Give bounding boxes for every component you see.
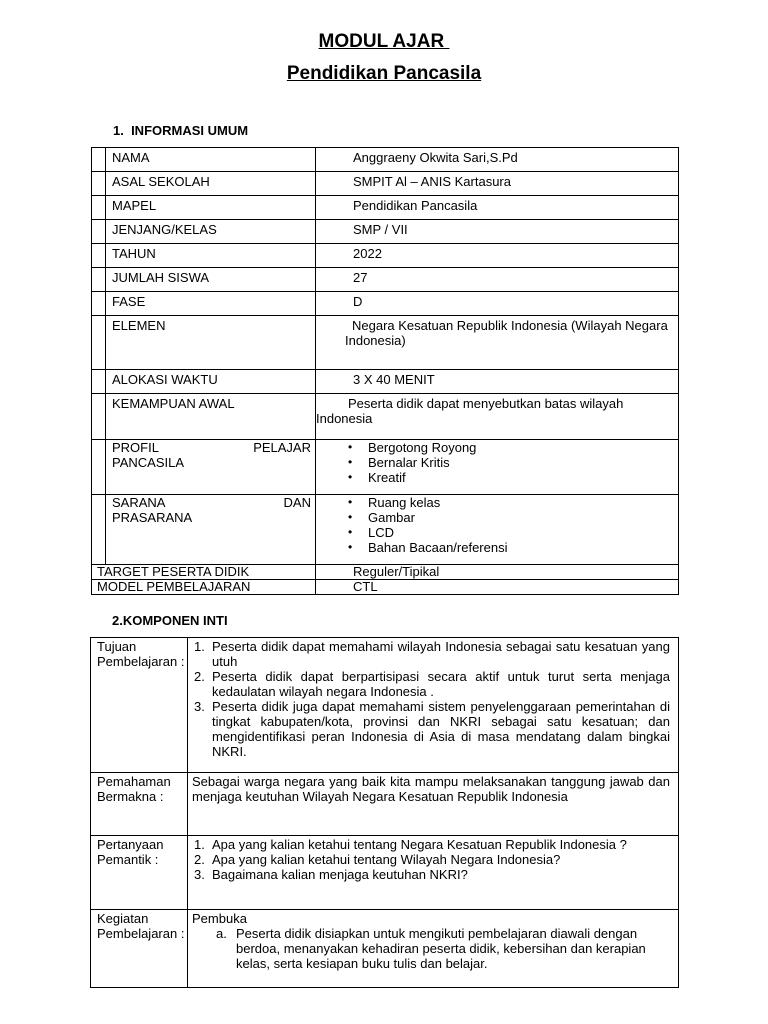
row-label-sarana-a: SARANA	[112, 495, 166, 510]
row-label-sarana-b: DAN	[283, 495, 311, 510]
row-label-target: TARGET PESERTA DIDIK	[92, 565, 316, 580]
row-label-kegiatan: Kegiatan Pembelajaran :	[91, 910, 188, 988]
row-value-model: CTL	[353, 579, 378, 594]
list-item: • Ruang kelas	[368, 495, 670, 510]
row-value-target: Reguler/Tipikal	[353, 564, 440, 579]
row-value-jenjang: SMP / VII	[353, 222, 408, 237]
section-heading-informasi-umum: 1. INFORMASI UMUM	[113, 123, 249, 138]
row-label-tahun: TAHUN	[106, 244, 316, 268]
row-value-nama: Anggraeny Okwita Sari,S.Pd	[353, 150, 518, 165]
table-row	[92, 172, 679, 196]
row-label-alokasi-waktu: ALOKASI WAKTU	[106, 370, 316, 394]
table-row	[92, 292, 679, 316]
list-item: • Kreatif	[368, 470, 670, 485]
row-value-tahun: 2022	[353, 246, 382, 261]
row-label-profil-a: PROFIL	[112, 440, 159, 455]
row-value-fase: D	[353, 294, 363, 309]
tujuan-list	[192, 639, 670, 759]
list-item: Bagaimana kalian menjaga keutuhan NKRI?	[212, 867, 468, 882]
list-item: • Bernalar Kritis	[368, 455, 670, 470]
table-row	[91, 910, 679, 988]
row-value-kemampuan-awal: Peserta didik dapat menyebutkan batas wilayah Indonesia	[316, 396, 624, 426]
table-row	[92, 440, 679, 495]
informasi-umum-table	[91, 147, 679, 595]
row-value-mapel: Pendidikan Pancasila	[353, 198, 478, 213]
row-label-profil-c: PANCASILA	[112, 455, 185, 470]
row-label-model: MODEL PEMBELAJARAN	[92, 580, 316, 595]
row-label-pertanyaan: Pertanyaan Pemantik :	[91, 836, 188, 910]
table-row	[91, 773, 679, 836]
table-row	[92, 196, 679, 220]
table-row	[91, 638, 679, 773]
row-label-pemahaman: Pemahaman Bermakna :	[91, 773, 188, 836]
table-row	[92, 580, 679, 595]
profil-pelajar-list	[324, 440, 670, 485]
row-label-asal-sekolah: ASAL SEKOLAH	[106, 172, 316, 196]
pertanyaan-list	[192, 837, 670, 882]
list-item: • Bergotong Royong	[368, 440, 670, 455]
row-value-elemen-line2: Indonesia)	[345, 333, 406, 348]
table-row	[92, 148, 679, 172]
list-item: Apa yang kalian ketahui tentang Negara Kesatuan Republik Indonesia ?	[212, 837, 627, 852]
sarana-prasarana-list	[324, 495, 670, 555]
row-label-jumlah-siswa: JUMLAH SISWA	[106, 268, 316, 292]
table-row	[92, 220, 679, 244]
row-label-elemen: ELEMEN	[106, 316, 316, 370]
document-subtitle: Pendidikan Pancasila	[286, 63, 482, 84]
document-title: MODUL AJAR	[318, 31, 450, 52]
row-label-nama: NAMA	[106, 148, 316, 172]
komponen-inti-table	[90, 637, 679, 988]
table-row	[91, 836, 679, 910]
row-label-profil-b: PELAJAR	[253, 440, 311, 455]
row-label-jenjang: JENJANG/KELAS	[106, 220, 316, 244]
row-label-kemampuan-awal: KEMAMPUAN AWAL	[106, 394, 316, 440]
list-item: Apa yang kalian ketahui tentang Wilayah Negara Indonesia?	[212, 852, 561, 867]
row-value-asal-sekolah: SMPIT Al – ANIS Kartasura	[353, 174, 511, 189]
list-item: Peserta didik juga dapat memahami sistem penyelenggaraan pemerintahan di tingkat kabupaten/kota, provinsi dan NKRI sebagai satu kesatuan; dan mengidentifikasi peran Indonesia di Asia di masa mendatang dalam bingkai NKRI.	[212, 699, 670, 759]
table-row	[92, 316, 679, 370]
kegiatan-pembuka-heading: Pembuka	[192, 911, 247, 926]
table-row	[92, 244, 679, 268]
table-row	[92, 370, 679, 394]
table-row	[92, 565, 679, 580]
row-value-jumlah-siswa: 27	[353, 270, 368, 285]
row-value-pemahaman: Sebagai warga negara yang baik kita mampu melaksanakan tanggung jawab dan menjaga keutuhan Wilayah Negara Kesatuan Republik Indonesia	[188, 773, 679, 836]
kegiatan-list	[192, 926, 670, 971]
row-label-fase: FASE	[106, 292, 316, 316]
row-label-sarana-c: PRASARANA	[112, 510, 193, 525]
table-row	[92, 495, 679, 565]
section-heading-komponen-inti: 2.KOMPONEN INTI	[112, 613, 228, 628]
list-item: • Bahan Bacaan/referensi	[368, 540, 670, 555]
row-label-mapel: MAPEL	[106, 196, 316, 220]
table-row	[92, 268, 679, 292]
row-value-elemen-line1: Negara Kesatuan Republik Indonesia (Wilayah Negara	[352, 318, 668, 333]
row-label-tujuan: Tujuan Pembelajaran :	[91, 638, 188, 773]
list-item: Peserta didik dapat memahami wilayah Indonesia sebagai satu kesatuan yang utuh	[212, 639, 670, 669]
list-item: a. Peserta didik disiapkan untuk mengikuti pembelajaran diawali dengan berdoa, menanyakan kehadiran peserta didik, kebersihan dan kerapian kelas, serta kesiapan buku tulis dan belajar.	[236, 926, 670, 971]
list-item: Peserta didik dapat berpartisipasi secara aktif untuk turut serta menjaga kedaulatan wilayah negara Indonesia .	[212, 669, 670, 699]
table-row	[92, 394, 679, 440]
row-value-alokasi-waktu: 3 X 40 MENIT	[353, 372, 435, 387]
list-item: • LCD	[368, 525, 670, 540]
list-item: • Gambar	[368, 510, 670, 525]
